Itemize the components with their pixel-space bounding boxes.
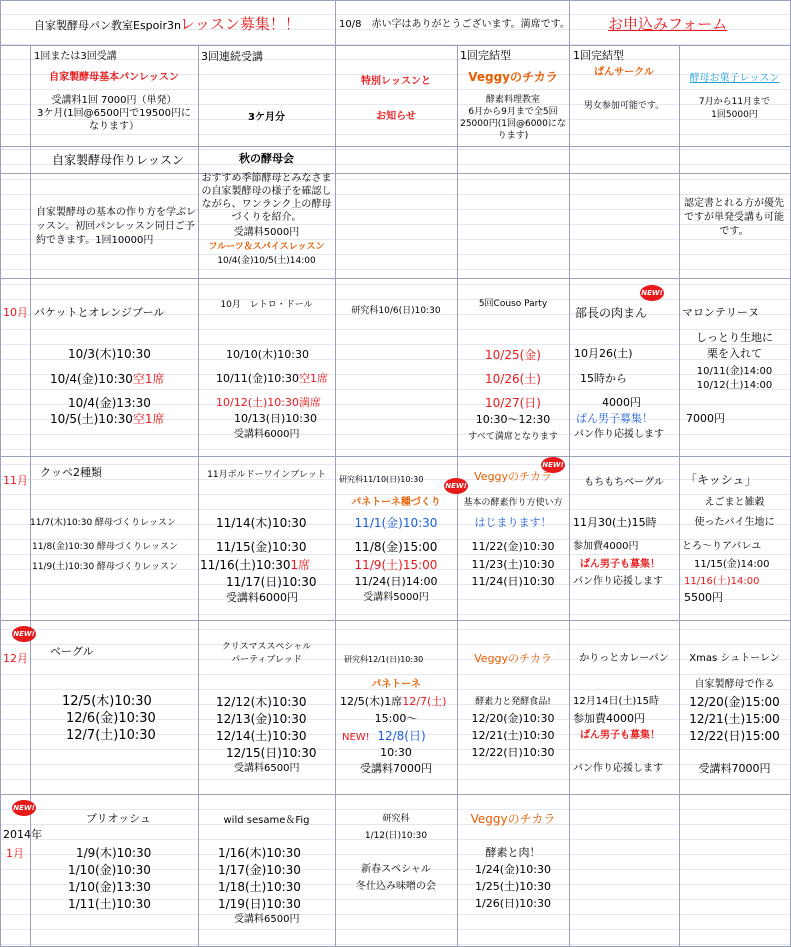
oct-c2-date: 10/12(土)10:30満席 xyxy=(216,396,321,409)
nov-c6-desc: えごまと雑穀 xyxy=(704,497,765,508)
oct-c6-title: マロンテリーヌ xyxy=(682,306,759,319)
nov-c4-desc: はじまります！ xyxy=(474,516,552,529)
dec-c2-date: 12/14(土)10:30 xyxy=(216,729,307,743)
dec-c3-time: 10:30 xyxy=(380,746,412,759)
dec-c5-fee: 参加費4000円 xyxy=(573,712,645,725)
course5-desc: 男女参加可能です。 xyxy=(583,101,665,111)
grid-line xyxy=(0,146,791,147)
dec-c4-date: 12/21(土)10:30 xyxy=(471,729,555,742)
intro-c2-date: 10/4(金)10/5(土)14:00 xyxy=(217,256,316,266)
oct-c5-title: 部長の肉まん xyxy=(575,306,648,320)
oct-c5-note: パン作り応援します xyxy=(574,429,664,440)
month-label-dec: 12月 xyxy=(3,652,28,665)
new-badge: NEW! xyxy=(541,457,565,473)
intro-c2-text: おすすめ季節酵母とみなさまの自家製酵母の様子を確認しながら、ワンランク上の酵母づくりを紹介。 xyxy=(201,173,332,223)
oct-c6-desc: 栗を入れて xyxy=(707,347,762,360)
nov-c6-desc: 使ったパイ生地に xyxy=(694,517,775,528)
oct-c1-date: 10/4(金)10:30空1席 xyxy=(50,372,165,386)
nov-c3-fee: 受講料5000円 xyxy=(363,592,429,603)
dec-c6-date: 12/20(金)15:00 xyxy=(689,695,780,709)
intro-c1-title: 自家製酵母作りレッスン xyxy=(52,153,184,167)
course4-desc: ります) xyxy=(497,131,529,141)
oct-c6-date: 10/11(金)14:00 xyxy=(696,366,773,377)
oct-c4-date: 10/27(日) xyxy=(485,396,541,410)
course4-desc: 6月から9月まで全5回 xyxy=(468,107,558,117)
course6-desc: 7月から11月まで xyxy=(698,97,771,107)
course5-type: 1回完結型 xyxy=(573,49,624,62)
jan-c4-date: 1/25(土)10:30 xyxy=(475,880,551,893)
oct-c1-date: 10/5(土)10:30空1席 xyxy=(50,412,165,426)
oct-c2-title: 10月 レトロ・ドール xyxy=(220,300,313,310)
nov-c3-date: 11/9(土)15:00 xyxy=(354,558,438,572)
dec-c6-date: 12/22(日)15:00 xyxy=(689,729,780,743)
nov-c4-title: Veggyのチカラ xyxy=(474,470,552,483)
dec-c6-title: Xmas シュトーレン xyxy=(689,653,780,664)
dec-c1-date: 12/7(土)10:30 xyxy=(66,728,156,743)
year-label: 2014年 xyxy=(3,828,42,841)
dec-c5-note: パン作り応援します xyxy=(573,763,663,774)
dec-c1-date: 12/6(金)10:30 xyxy=(66,711,156,726)
jan-c3-title: 研究科 xyxy=(382,814,410,824)
jan-c4-date: 1/24(金)10:30 xyxy=(475,863,551,876)
oct-c1-title: バケットとオレンジブール xyxy=(34,306,165,319)
nov-c5-date: 11月30(土)15時 xyxy=(573,516,657,529)
oct-c3-title: 研究科10/6(日)10:30 xyxy=(351,306,441,316)
intro-c2-special: フルーツ＆スパイスレッスン xyxy=(208,242,325,252)
oct-c2-date: 10/10(木)10:30 xyxy=(226,348,309,361)
course4-name: Veggyのチカラ xyxy=(468,70,558,84)
nov-c2-title: 11月ボルドーワインブレット xyxy=(207,470,326,480)
course2-period: 3ケ月分 xyxy=(248,112,285,123)
nov-c2-date: 11/14(木)10:30 xyxy=(216,516,307,530)
jan-c1-date: 1/10(金)13:30 xyxy=(68,880,151,894)
oct-c2-date: 10/13(日)10:30 xyxy=(234,412,317,425)
oct-c4-time: 10:30～12:30 xyxy=(475,413,551,426)
jan-c2-date: 1/18(土)10:30 xyxy=(218,880,301,894)
grid-line xyxy=(0,45,791,46)
oct-c4-date: 10/26(土) xyxy=(485,372,541,386)
new-badge: NEW! xyxy=(640,285,664,301)
oct-c6-desc: しっとり生地に xyxy=(696,331,773,344)
course2-type: 3回連続受講 xyxy=(201,50,263,63)
dec-c5-title: かりっとカレーパン xyxy=(579,653,669,664)
grid-line xyxy=(569,0,570,947)
dec-c4-date: 12/22(日)10:30 xyxy=(471,746,555,759)
course4-type: 1回完結型 xyxy=(460,49,511,62)
jan-c4-title: Veggyのチカラ xyxy=(470,812,556,826)
application-form-link[interactable]: お申込みフォーム xyxy=(608,15,728,33)
jan-c2-date: 1/19(日)10:30 xyxy=(218,897,301,911)
course1-fee-3month: 3ケ月(1回@6500円で19500円に xyxy=(37,108,191,119)
intro-c1-text: 自家製酵母の基本の作り方を学ぶレッスン。初回パンレッスン同日ご予約できます。1回10000円 xyxy=(36,207,196,246)
jan-c1-title: ブリオッシュ xyxy=(86,812,151,825)
grid-line xyxy=(335,0,336,947)
jan-c3-desc: 新春スペシャル xyxy=(361,864,431,875)
oct-c5-time: 15時から xyxy=(580,372,627,385)
nov-c5-title: もちもちベーグル xyxy=(584,477,664,488)
nov-c3-title: 研究科11/10(日)10:30 xyxy=(339,475,424,484)
course4-desc: 酵素料理教室 xyxy=(485,95,540,105)
dec-c2-fee: 受講料6500円 xyxy=(234,763,300,774)
nov-c2-date: 11/16(土)10:301席 xyxy=(200,558,311,572)
grid-line xyxy=(0,456,791,457)
nov-c3-subtitle: パネトーネ種づくり xyxy=(351,497,441,508)
nov-c1-date: 11/8(金)10:30 酵母づくりレッスン xyxy=(32,542,178,552)
nov-c6-date: 11/15(金)14:00 xyxy=(694,559,770,570)
dec-c1-date: 12/5(木)10:30 xyxy=(62,694,152,709)
oct-c2-fee: 受講料6000円 xyxy=(234,429,300,440)
jan-c4-date: 1/26(日)10:30 xyxy=(475,897,551,910)
nov-c5-note: パン作り応援します xyxy=(573,576,663,587)
course1-type: 1回または3回受講 xyxy=(34,51,117,62)
course6-desc: 1回5000円 xyxy=(711,110,758,120)
recruit-heading: レッスン募集！！ xyxy=(180,15,300,33)
grid-line xyxy=(0,173,791,174)
nov-c3-date: 11/8(金)15:00 xyxy=(354,540,438,554)
nov-c3-date: 11/24(日)14:00 xyxy=(354,575,438,588)
dec-c4-title: Veggyのチカラ xyxy=(474,652,552,665)
oct-c5-fee: 4000円 xyxy=(602,396,641,409)
grid-line xyxy=(0,794,791,795)
nov-c2-fee: 受講料6000円 xyxy=(226,591,298,604)
course3-name2: お知らせ xyxy=(376,111,416,122)
dec-c1-title: ベーグル xyxy=(50,645,94,658)
grid-line xyxy=(0,0,1,947)
nov-c5-note: ぱん男子も募集！ xyxy=(580,559,660,570)
nov-c2-date: 11/15(金)10:30 xyxy=(216,540,307,554)
dec-c2-title: パーティブレッド xyxy=(231,655,302,665)
intro-c6-text: 認定書とれる方が優先ですが単発受講も可能です。 xyxy=(684,198,784,237)
nov-c6-fee: 5500円 xyxy=(684,591,723,604)
oct-c6-date: 10/12(土)14:00 xyxy=(696,380,773,391)
dec-c6-fee: 受講料7000円 xyxy=(698,762,771,775)
month-label-jan: 1月 xyxy=(6,847,24,860)
nov-c4-desc: 基本の酵素作り方使い方 xyxy=(463,498,563,508)
dec-c6-desc: 自家製酵母で作る xyxy=(694,679,775,690)
nov-c6-desc: とろ～りアパレユ xyxy=(682,541,762,552)
nov-c3-date: 11/1(金)10:30 xyxy=(354,516,438,530)
jan-c2-title: wild sesame＆Fig xyxy=(223,815,310,826)
dec-c6-date: 12/21(土)15:00 xyxy=(689,712,780,726)
dec-c3-fee: 受講料7000円 xyxy=(360,762,432,775)
grid-line xyxy=(0,278,791,279)
dec-c3-date: 12/5(木)1席12/7(土) xyxy=(340,695,447,708)
oct-c4-title: 5回Couso Party xyxy=(478,299,548,309)
dec-c5-note: ぱん男子も募集！ xyxy=(580,730,660,741)
course6-name[interactable]: 酵母お菓子レッスン xyxy=(689,73,780,84)
course1-fee-note: なります） xyxy=(89,121,139,132)
course5-name: ぱんサークル xyxy=(594,67,654,78)
course1-fee: 受講料1回 7000円（単発） xyxy=(51,95,177,106)
dec-c3-time: 15:00～ xyxy=(374,712,418,725)
header-notice: 10/8 赤い字はありがとうございます。満席です。 xyxy=(339,19,570,30)
jan-c1-date: 1/9(木)10:30 xyxy=(76,846,152,860)
course4-desc: 25000円(1回@6000にな xyxy=(460,119,566,129)
jan-c2-date: 1/16(木)10:30 xyxy=(218,846,301,860)
nov-c6-title: 「キッシュ」 xyxy=(685,473,757,487)
grid-line xyxy=(0,620,791,621)
jan-c1-date: 1/11(土)10:30 xyxy=(68,897,151,911)
oct-c6-fee: 7000円 xyxy=(686,412,725,425)
dec-c2-date: 12/13(金)10:30 xyxy=(216,712,307,726)
oct-c5-note: ぱん男子募集！ xyxy=(576,412,653,425)
dec-c4-desc: 酵素力と発酵食品! xyxy=(475,697,551,707)
jan-c4-desc: 酵素と肉！ xyxy=(485,846,541,859)
oct-c4-note: すべて満席となります xyxy=(468,432,558,442)
course1-name: 自家製酵母基本パンレッスン xyxy=(49,72,179,83)
dec-c3-date: NEW! 12/8(日) xyxy=(342,729,426,743)
nov-c5-fee: 参加費4000円 xyxy=(573,541,639,552)
nov-c1-title: クッペ2種類 xyxy=(40,466,102,479)
nov-c4-date: 11/23(土)10:30 xyxy=(471,558,555,571)
jan-c2-date: 1/17(金)10:30 xyxy=(218,863,301,877)
dec-c4-date: 12/20(金)10:30 xyxy=(471,712,555,725)
dec-c5-date: 12月14日(土)15時 xyxy=(573,696,659,707)
grid-line xyxy=(0,0,791,1)
oct-c2-date: 10/11(金)10:30空1席 xyxy=(216,372,328,385)
nov-c1-date: 11/9(土)10:30 酵母づくりレッスン xyxy=(32,562,178,572)
nov-c2-date: 11/17(日)10:30 xyxy=(226,575,317,589)
jan-c1-date: 1/10(金)10:30 xyxy=(68,863,151,877)
nov-c6-date: 11/16(土)14:00 xyxy=(684,576,760,587)
new-badge: NEW! xyxy=(12,800,36,816)
intro-c2-fee: 受講料5000円 xyxy=(233,227,300,238)
nov-c4-date: 11/24(日)10:30 xyxy=(471,575,555,588)
nov-c4-date: 11/22(金)10:30 xyxy=(471,540,555,553)
new-badge: NEW! xyxy=(12,626,36,642)
oct-c4-date: 10/25(金) xyxy=(485,348,541,362)
oct-c1-date: 10/4(金)13:30 xyxy=(68,396,151,410)
school-name: 自家製酵母パン教室Espoir3n xyxy=(34,19,181,32)
dec-c2-date: 12/15(日)10:30 xyxy=(226,746,317,760)
dec-c2-date: 12/12(木)10:30 xyxy=(216,695,307,709)
month-label-nov: 11月 xyxy=(3,474,28,487)
intro-c2-title: 秋の酵母会 xyxy=(239,152,294,165)
dec-c2-title: クリスマススペシャル xyxy=(221,642,312,652)
jan-c3-desc: 冬仕込み味噌の会 xyxy=(356,881,436,892)
dec-c3-subtitle: パネトーネ xyxy=(371,679,421,690)
oct-c1-date: 10/3(木)10:30 xyxy=(68,347,151,361)
jan-c3-date: 1/12(日)10:30 xyxy=(364,831,428,841)
month-label-oct: 10月 xyxy=(3,306,28,319)
nov-c1-date: 11/7(木)10:30 酵母づくりレッスン xyxy=(30,518,176,528)
new-badge: NEW! xyxy=(444,478,468,494)
course3-name: 特別レッスンと xyxy=(361,76,431,87)
jan-c2-fee: 受講料6500円 xyxy=(234,914,300,925)
dec-c3-title: 研究科12/1(日)10:30 xyxy=(344,655,424,664)
oct-c5-date: 10月26(土) xyxy=(574,347,633,360)
